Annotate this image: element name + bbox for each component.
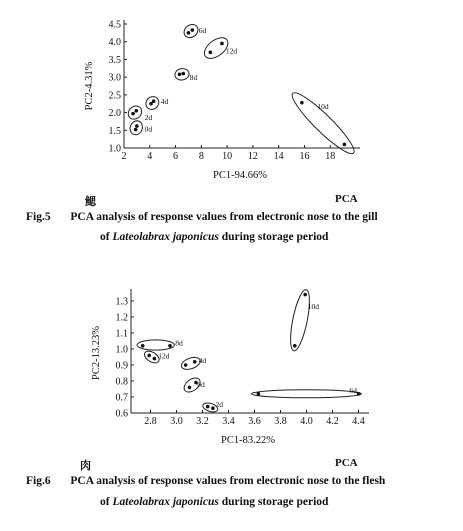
fig5-caption-pre: of (100, 231, 113, 243)
fig6-pca-mark: PCA (335, 457, 358, 469)
fig5-data-point-12d (209, 51, 213, 55)
fig5-y-axis-label: PC2-4.31% (84, 61, 95, 111)
fig5-caption-text: PCA analysis of response values from electronic nose to the gill (70, 211, 378, 223)
fig6-group-label-12d: 12d (158, 351, 170, 361)
fig6-x-tick-label: 4.2 (326, 416, 339, 427)
fig5-y-tick-label: 4.0 (108, 37, 121, 49)
fig5-y-tick-label: 3.0 (108, 72, 121, 84)
fig6-x-tick-label: 4.0 (300, 416, 313, 427)
fig5-data-point-8d (181, 72, 185, 76)
fig6-y-tick-label: 1.0 (115, 344, 128, 356)
fig6-x-tick-label: 4.4 (352, 416, 365, 427)
fig5-caption-label: Fig.5 (26, 211, 51, 223)
fig6-y-tick-label: 0.7 (115, 392, 128, 404)
fig5-data-point-2d (134, 109, 138, 113)
fig6-data-point-8d (141, 344, 145, 348)
fig6-data-point-0d (188, 386, 192, 390)
fig5-group-label-4d: 4d (160, 97, 169, 107)
fig6-group-label-6d: 6d (349, 385, 357, 395)
fig5-group-label-0d: 0d (144, 124, 153, 134)
fig5-data-point-6d (187, 31, 191, 35)
fig5-x-tick-label: 14 (273, 151, 284, 162)
fig5-y-tick-label: 1.5 (108, 125, 121, 137)
fig6-data-point-12d (147, 354, 151, 358)
fig6-x-tick-label: 3.4 (222, 416, 235, 427)
fig6-data-point-2d (206, 405, 210, 409)
fig5-y-tick-label: 4.5 (108, 19, 121, 31)
fig6-data-point-2d (211, 406, 215, 410)
fig5-caption-line1 (26, 211, 378, 223)
fig6-y-tick-label: 0.6 (115, 408, 128, 420)
fig6-x-axis-label: PC1-83.22% (221, 435, 275, 446)
fig6-y-axis-label: PC2-13.23% (91, 326, 102, 380)
fig6-group-ellipse-6d (251, 390, 361, 398)
fig5-group-label-6d: 6d (198, 26, 207, 36)
fig6-x-tick-label: 2.8 (144, 416, 157, 427)
fig5-caption-post: during storage period (218, 231, 329, 243)
fig5-x-tick-label: 6 (173, 151, 179, 162)
fig5-data-point-10d (343, 143, 347, 147)
fig6-x-tick-label: 3.8 (274, 416, 287, 427)
fig5-x-axis-label: PC1-94.66% (213, 170, 267, 181)
fig6-caption-label: Fig.6 (26, 475, 51, 487)
fig5-x-tick-label: 10 (222, 151, 233, 162)
fig6-data-point-4d (193, 360, 197, 364)
fig6-data-point-6d (257, 392, 261, 396)
fig6-group-label-2d: 2d (215, 400, 223, 410)
fig5-data-point-4d (152, 99, 156, 103)
fig5-data-point-6d (191, 28, 195, 32)
fig6-caption-species: Lateolabrax japonicus (112, 496, 219, 508)
fig5-group-label-2d: 2d (144, 112, 153, 122)
fig5-x-tick-label: 4 (147, 151, 153, 162)
fig6-data-point-4d (184, 363, 188, 367)
fig6-y-tick-label: 0.8 (115, 376, 128, 388)
fig6-y-tick-label: 1.1 (115, 328, 128, 340)
fig5-group-label-8d: 8d (189, 73, 198, 83)
fig6-group-label-10d: 10d (307, 301, 320, 311)
fig6-caption-post: during storage period (218, 496, 329, 508)
fig6-data-point-6d (357, 392, 361, 396)
fig6-x-tick-label: 3.6 (248, 416, 261, 427)
fig5-group-label-10d: 10d (317, 102, 329, 112)
fig5-x-tick-label: 18 (325, 151, 336, 162)
fig5-data-point-12d (220, 42, 224, 46)
fig6-data-point-8d (168, 344, 172, 348)
fig6-pca-plot (0, 272, 463, 457)
fig5-pca-chart (0, 0, 463, 202)
fig5-x-tick-label: 16 (299, 151, 310, 162)
fig6-y-tick-label: 1.2 (115, 312, 128, 324)
fig5-data-point-2d (131, 112, 135, 116)
fig6-data-point-10d (303, 293, 307, 297)
fig6-group-label-8d: 8d (175, 338, 183, 348)
fig5-caption-species: Lateolabrax japonicus (112, 231, 219, 243)
fig6-caption-line2 (100, 496, 328, 508)
fig5-group-ellipse-2d (126, 103, 145, 121)
fig5-data-point-8d (178, 73, 182, 77)
fig5-chinese-mark: 鳃 (85, 196, 96, 208)
fig5-y-tick-label: 2.5 (108, 90, 121, 102)
fig5-x-tick-label: 8 (198, 151, 204, 162)
fig6-data-point-12d (153, 357, 157, 361)
fig5-y-tick-label: 2.0 (108, 108, 121, 120)
fig6-caption-line1 (26, 475, 385, 487)
fig6-group-ellipse-10d (287, 288, 314, 352)
fig5-data-point-0d (134, 128, 138, 132)
fig6-pca-chart (0, 272, 463, 457)
fig5-caption-line2 (100, 231, 328, 243)
fig6-y-tick-label: 0.9 (115, 360, 128, 372)
fig5-data-point-10d (300, 101, 304, 105)
fig5-group-ellipse-0d (128, 119, 144, 136)
fig5-y-tick-label: 1.0 (108, 143, 121, 155)
fig5-y-tick-label: 3.5 (108, 54, 121, 66)
fig5-pca-mark: PCA (335, 193, 358, 205)
fig6-y-tick-label: 1.3 (115, 296, 128, 308)
fig5-pca-plot (0, 0, 463, 202)
fig5-group-label-12d: 12d (225, 46, 238, 56)
fig6-chinese-mark: 肉 (80, 460, 91, 472)
fig6-caption-text: PCA analysis of response values from electronic nose to the flesh (70, 475, 386, 487)
fig5-data-point-0d (135, 124, 139, 128)
fig6-group-label-0d: 0d (197, 380, 205, 390)
fig5-x-tick-label: 12 (247, 151, 258, 162)
fig6-data-point-10d (293, 344, 297, 348)
fig6-x-tick-label: 3.0 (170, 416, 183, 427)
fig5-x-tick-label: 2 (121, 151, 127, 162)
fig6-x-tick-label: 3.2 (196, 416, 209, 427)
fig6-group-label-4d: 4d (198, 356, 207, 366)
fig6-caption-pre: of (100, 496, 113, 508)
